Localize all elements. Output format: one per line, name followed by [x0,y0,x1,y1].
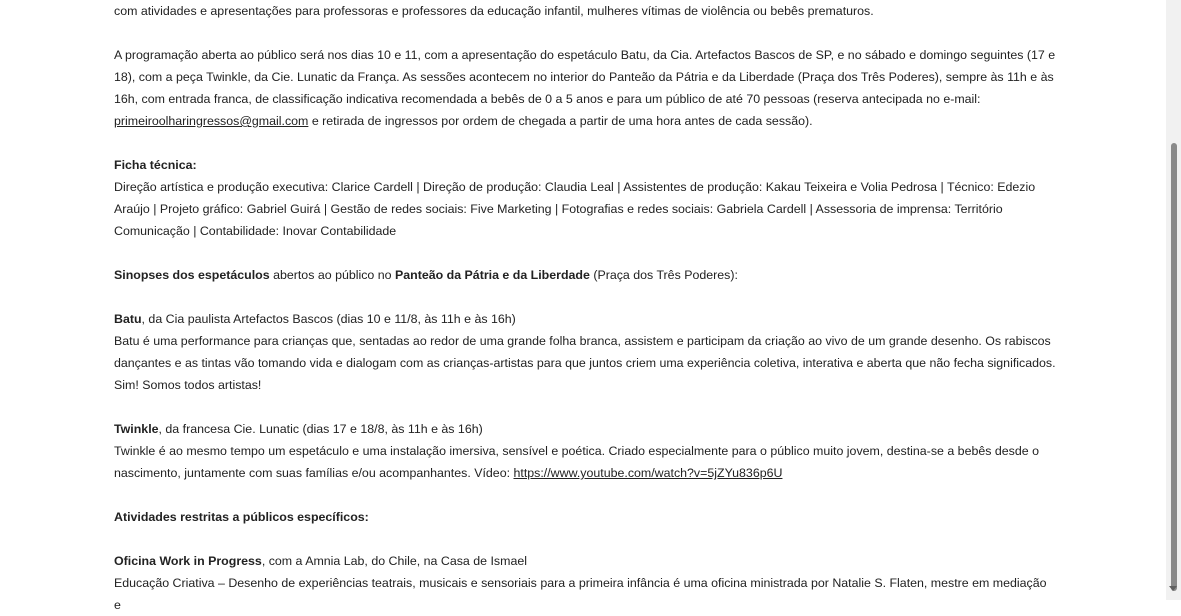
oficina-title: Oficina Work in Progress [114,554,262,568]
batu-heading [114,308,1056,330]
vertical-scrollbar[interactable] [1166,0,1181,600]
twinkle-title: Twinkle [114,422,159,436]
email-link[interactable]: primeiroolharingressos@gmail.com [114,114,309,128]
batu-description: Batu é uma performance para crianças que, sentadas ao redor de uma grande folha branca, assistem e participam da criação ao vivo de um grande desenho. Os rabiscos dançantes e as tintas vão tomando vida e dialogam com as crianças-artistas para que juntos criem uma experiência coletiva, interativa e aberta que não fecha significados. Sim! Somos todos artistas! [114,334,1056,392]
scrollbar-thumb[interactable] [1171,143,1177,591]
batu-title: Batu [114,312,142,326]
sinopses-end: (Praça dos Três Poderes): [589,268,738,282]
batu-info: , da Cia paulista Artefactos Bascos (dias 10 e 11/8, às 11h e às 16h) [141,312,516,326]
paragraph-program [114,44,1056,132]
sinopses-bold: Sinopses dos espetáculos [114,268,270,282]
paragraph-intro-tail: com atividades e apresentações para professoras e professores da educação infantil, mulheres vítimas de violência ou bebês prematuros. [114,4,874,18]
scroll-down-arrow-icon[interactable] [1169,586,1177,591]
oficina-heading [114,550,1056,572]
twinkle-info: , da francesa Cie. Lunatic (dias 17 e 18/8, às 11h e às 16h) [158,422,483,436]
program-text-end: e retirada de ingressos por ordem de chegada a partir de uma hora antes de cada sessão). [308,114,813,128]
oficina-info: , com a Amnia Lab, do Chile, na Casa de Ismael [261,554,527,568]
article-body [114,0,1056,616]
ficha-heading: Ficha técnica: [114,158,197,172]
sinopses-place: Panteão da Pátria e da Liberdade [395,268,590,282]
ficha-text: Direção artística e produção executiva: Clarice Cardell | Direção de produção: Claudia Leal | Assistentes de produção: Kakau Teixeira e Volia Pedrosa | Técnico: Edezio Araújo | Projeto gráfico: Gabriel Guirá | Gestão de redes sociais: Five Marketing | Fotografias e redes sociais: Gabriela Cardell | Assessoria de imprensa: Território Comunicação | Contabilidade: Inovar Contabilidade [114,180,1036,238]
twinkle-desc-text: Twinkle é ao mesmo tempo um espetáculo e uma instalação imersiva, sensível e poética. Criado especialmente para o público muito jovem, destina-se a bebês desde o nascimento, juntamente com suas famílias e/ou acompanhantes. Vídeo: [114,444,1039,480]
youtube-link[interactable]: https://www.youtube.com/watch?v=5jZYu836p6U [513,466,783,480]
sinopses-mid: abertos ao público no [269,268,395,282]
twinkle-description [114,440,1056,484]
sinopses-paragraph [114,264,1056,286]
oficina-description: Educação Criativa – Desenho de experiências teatrais, musicais e sensoriais para a primeira infância é uma oficina ministrada por Natalie S. Flaten, mestre em mediação e [114,576,1047,612]
program-text: A programação aberta ao público será nos dias 10 e 11, com a apresentação do espetáculo Batu, da Cia. Artefactos Bascos de SP, e no sábado e domingo seguintes (17 e 18), com a peça Twinkle, da Cie. Lunatic da França. As sessões acontecem no interior do Panteão da Pátria e da Liberdade (Praça dos Três Poderes), sempre às 11h e às 16h, com entrada franca, de classificação indicativa recomendada a bebês de 0 a 5 anos e para um público de até 70 pessoas (reserva antecipada no e-mail: [114,48,1056,106]
atividades-heading: Atividades restritas a públicos específicos: [114,510,369,524]
twinkle-heading [114,418,1056,440]
